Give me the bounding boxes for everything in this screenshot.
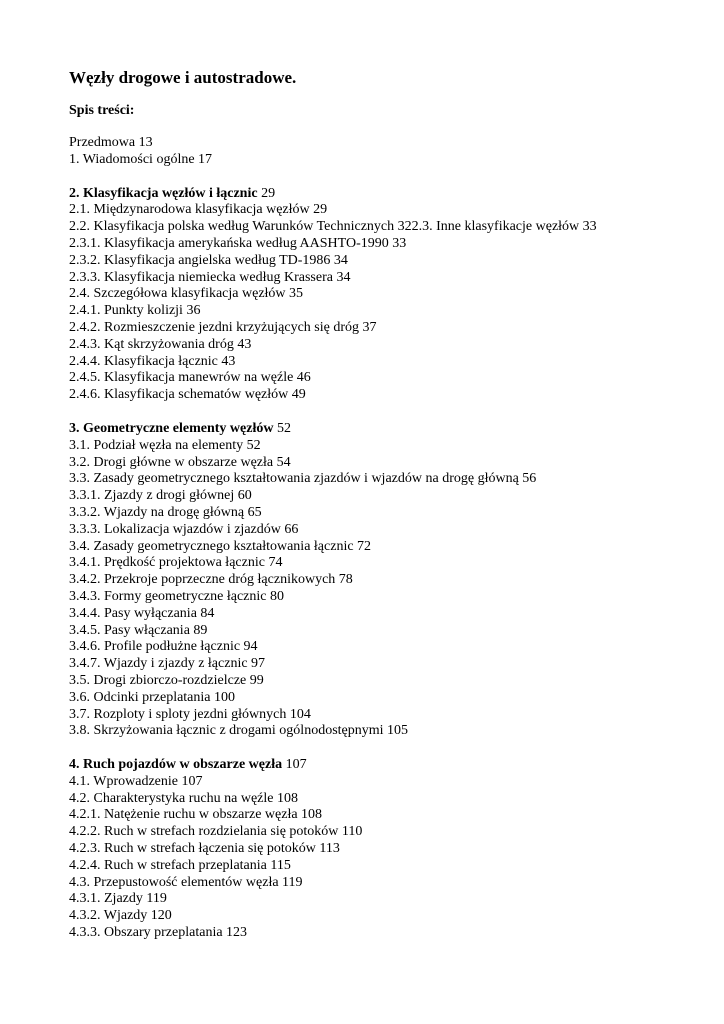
chapter-heading [69, 757, 709, 774]
toc-entry: 2.4.6. Klasyfikacja schematów węzłów 49 [69, 387, 306, 403]
chapter-page-number: 107 [282, 757, 307, 773]
toc-entry: 3.4.1. Prędkość projektowa łącznic 74 [69, 555, 283, 571]
toc-entry: 2.3.1. Klasyfikacja amerykańska według AASHTO-1990 33 [69, 235, 407, 251]
toc-entry: 4.3.1. Zjazdy 119 [69, 891, 167, 907]
chapter-title: 2. Klasyfikacja węzłów i łącznic [69, 185, 258, 201]
toc-entry: 1. Wiadomości ogólne 17 [69, 151, 213, 167]
table-of-contents [69, 135, 709, 942]
toc-entry: 3.4.2. Przekroje poprzeczne dróg łącznikowych 78 [69, 572, 353, 588]
toc-entry: 3.4.3. Formy geometryczne łącznic 80 [69, 588, 284, 604]
toc-entry: 4.3.2. Wjazdy 120 [69, 908, 172, 924]
toc-entry: 4.3. Przepustowość elementów węzła 119 [69, 874, 303, 890]
toc-entry: 2.4.4. Klasyfikacja łącznic 43 [69, 353, 236, 369]
toc-entry: 3.4.5. Pasy włączania 89 [69, 622, 208, 638]
document-title: Węzły drogowe i autostradowe. [69, 68, 297, 87]
toc-entry: 3.4.7. Wjazdy i zjazdy z łącznic 97 [69, 656, 266, 672]
toc-entry: 3.3.3. Lokalizacja wjazdów i zjazdów 66 [69, 521, 299, 537]
toc-entry: 3.4. Zasady geometrycznego kształtowania łącznic 72 [69, 538, 372, 554]
toc-entry: 3.3. Zasady geometrycznego kształtowania zjazdów i wjazdów na drogę główną 56 [69, 471, 537, 487]
document-page [69, 68, 709, 942]
toc-entry: 2.4. Szczegółowa klasyfikacja węzłów 35 [69, 286, 304, 302]
toc-entry: 4.2.3. Ruch w strefach łączenia się potoków 113 [69, 841, 340, 857]
toc-entry: 2.4.2. Rozmieszczenie jezdni krzyżujących się dróg 37 [69, 319, 377, 335]
toc-entry: 3.7. Rozploty i sploty jezdni głównych 104 [69, 706, 311, 722]
toc-entry: 3.8. Skrzyżowania łącznic z drogami ogólnodostępnymi 105 [69, 723, 409, 739]
toc-heading: Spis treści: [69, 103, 135, 118]
chapter-heading [69, 186, 709, 203]
toc-entry: 2.4.5. Klasyfikacja manewrów na węźle 46 [69, 370, 311, 386]
chapter-title: 3. Geometryczne elementy węzłów [69, 420, 274, 436]
chapter-heading [69, 421, 709, 438]
toc-entry: 4.3.3. Obszary przeplatania 123 [69, 925, 248, 941]
toc-entry: Przedmowa 13 [69, 135, 153, 150]
toc-entry: 3.4.6. Profile podłużne łącznic 94 [69, 639, 258, 655]
toc-entry: 2.3.2. Klasyfikacja angielska według TD-1986 34 [69, 252, 348, 268]
chapter-page-number: 52 [273, 420, 291, 436]
toc-entry: 3.3.2. Wjazdy na drogę główną 65 [69, 504, 262, 520]
toc-entry: 2.2. Klasyfikacja polska według Warunków Technicznych 322.3. Inne klasyfikacje węzłów 33 [69, 219, 597, 235]
toc-entry: 3.1. Podział węzła na elementy 52 [69, 437, 261, 453]
toc-entry: 4.1. Wprowadzenie 107 [69, 773, 203, 789]
toc-section [69, 135, 709, 169]
toc-entry: 2.4.1. Punkty kolizji 36 [69, 303, 201, 319]
chapter-page-number: 29 [257, 185, 276, 201]
toc-entry: 2.3.3. Klasyfikacja niemiecka według Krassera 34 [69, 269, 351, 285]
toc-entry: 3.2. Drogi główne w obszarze węzła 54 [69, 454, 291, 470]
toc-section [69, 421, 709, 740]
toc-entry: 4.2.4. Ruch w strefach przeplatania 115 [69, 857, 291, 873]
toc-section [69, 757, 709, 942]
toc-entry: 2.4.3. Kąt skrzyżowania dróg 43 [69, 336, 252, 352]
toc-entry: 4.2.1. Natężenie ruchu w obszarze węzła 108 [69, 807, 323, 823]
toc-entry: 3.3.1. Zjazdy z drogi głównej 60 [69, 488, 252, 504]
toc-entry: 4.2. Charakterystyka ruchu na węźle 108 [69, 790, 298, 806]
toc-entry: 3.4.4. Pasy wyłączania 84 [69, 605, 215, 621]
toc-entry: 3.6. Odcinki przeplatania 100 [69, 689, 236, 705]
toc-section [69, 186, 709, 404]
toc-entry: 4.2.2. Ruch w strefach rozdzielania się potoków 110 [69, 824, 363, 840]
toc-entry: 3.5. Drogi zbiorczo-rozdzielcze 99 [69, 672, 264, 688]
chapter-title: 4. Ruch pojazdów w obszarze węzła [69, 757, 283, 773]
toc-entry: 2.1. Międzynarodowa klasyfikacja węzłów 29 [69, 202, 328, 218]
